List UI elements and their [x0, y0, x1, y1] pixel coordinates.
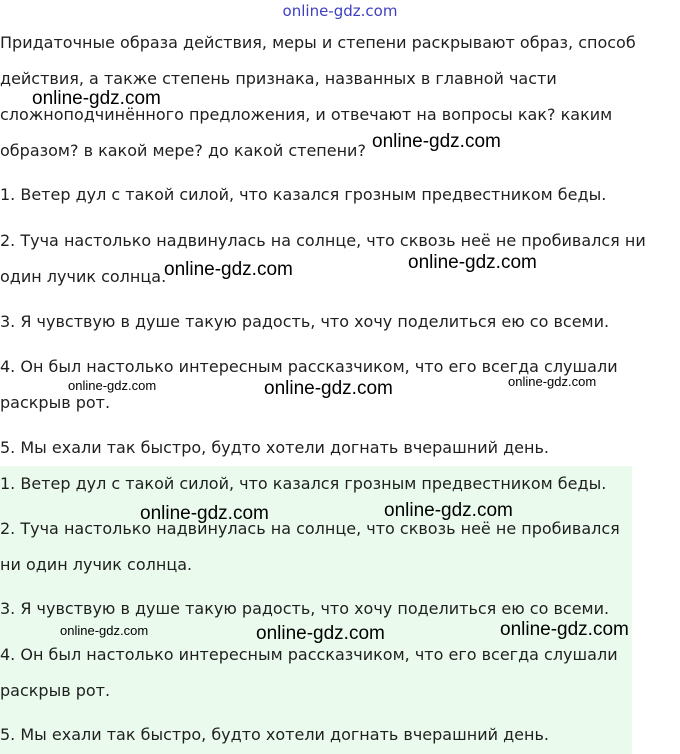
answer-4: 4. Он был настолько интересным рассказчиком, что его всегда слушали раскрыв рот. — [0, 645, 618, 700]
example-2: 2. Туча настолько надвинулась на солнце, что сквозь неё не пробивался ни один лучик солнца. — [0, 231, 646, 286]
example-5: 5. Мы ехали так быстро, будто хотели догнать вчерашний день. — [0, 438, 549, 457]
watermark: online-gdz.com — [256, 623, 385, 644]
watermark: online-gdz.com — [264, 378, 393, 399]
watermark: online-gdz.com — [408, 252, 537, 273]
watermark: online-gdz.com — [68, 378, 157, 393]
answer-5: 5. Мы ехали так быстро, будто хотели догнать вчерашний день. — [0, 725, 549, 744]
watermark: online-gdz.com — [32, 88, 161, 109]
watermark: online-gdz.com — [384, 500, 513, 521]
watermark: online-gdz.com — [372, 131, 501, 152]
watermark: online-gdz.com — [508, 374, 597, 389]
watermark: online-gdz.com — [140, 503, 269, 524]
answer-3: 3. Я чувствую в душе такую радость, что хочу поделиться ею со всеми. — [0, 599, 610, 618]
answer-2: 2. Туча настолько надвинулась на солнце, что сквозь неё не пробивался ни один лучик солнца. — [0, 519, 620, 574]
example-3: 3. Я чувствую в душе такую радость, что хочу поделиться ею со всеми. — [0, 312, 610, 331]
header-watermark: online-gdz.com — [282, 2, 398, 20]
answer-1: 1. Ветер дул с такой силой, что казался грозным предвестником беды. — [0, 474, 607, 493]
example-1: 1. Ветер дул с такой силой, что казался грозным предвестником беды. — [0, 185, 607, 204]
watermark: online-gdz.com — [60, 623, 149, 638]
intro-paragraph: Придаточные образа действия, меры и степени раскрывают образ, способ действия, а также степень признака, названных в главной части сложноподчинённого предложения, и отвечают на вопросы как? каким образом? в какой мере? до какой степени? — [0, 33, 636, 160]
example-4: 4. Он был настолько интересным рассказчиком, что его всегда слушали раскрыв рот. — [0, 357, 618, 412]
watermark: online-gdz.com — [500, 619, 629, 640]
watermark: online-gdz.com — [164, 259, 293, 280]
